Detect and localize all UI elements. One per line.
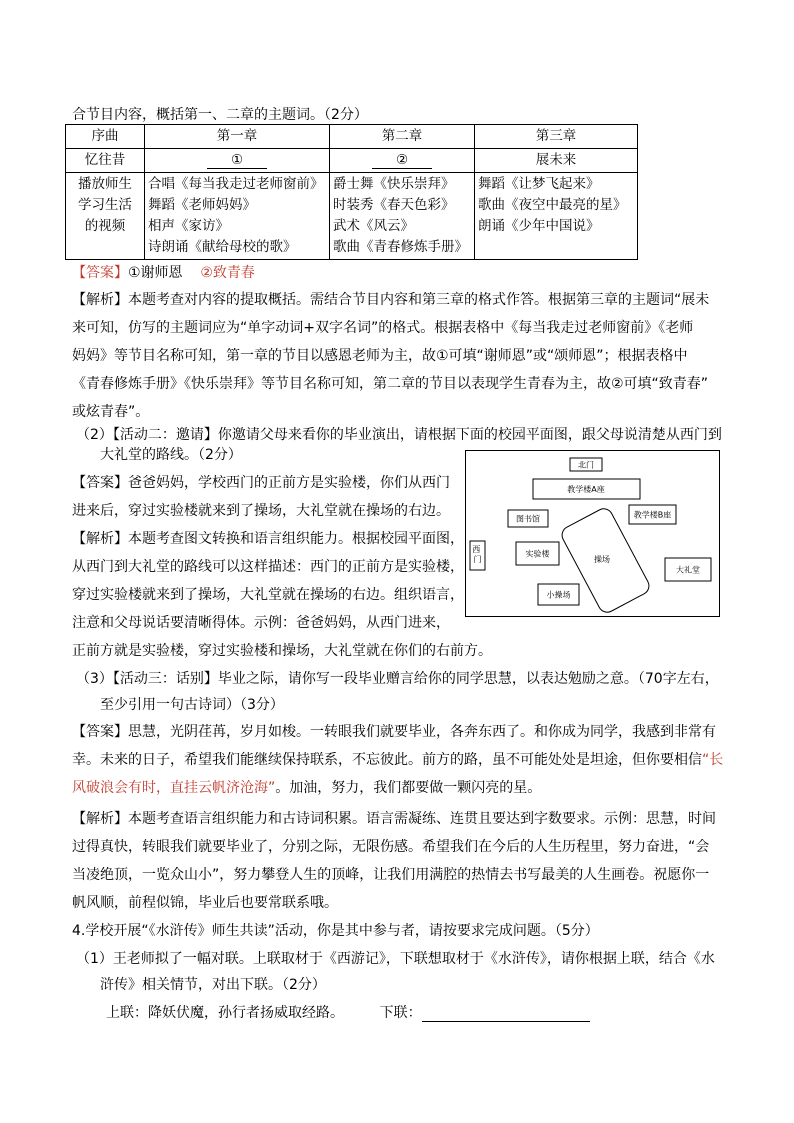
row-label xyxy=(66,173,145,260)
header-cell: 序曲 xyxy=(66,125,145,149)
q4-sub: 浒传》相关情节，对出下联。（2分） xyxy=(100,977,326,993)
west-gate-label xyxy=(472,545,483,564)
chapter1-programs xyxy=(145,173,330,260)
label-line: 的视频 xyxy=(84,218,126,234)
program-item: 武术《风云》 xyxy=(333,218,414,234)
lab-label: 实验楼 xyxy=(525,549,550,559)
q2-answer-line: 进来后，穿过实验楼就来到了操场，大礼堂就在操场的右边。 xyxy=(72,503,450,519)
north-gate-label: 北门 xyxy=(578,460,594,470)
q3-answer-line xyxy=(72,779,541,797)
q4-sub: （1）王老师拟了一幅对联。上联取材于《西游记》，下联想取材于《水浒传》，请你根据上联，结合《水 xyxy=(76,951,715,967)
blank-cell-2 xyxy=(330,149,475,173)
program-item: 爵士舞《快乐崇拜》 xyxy=(333,176,455,192)
campus-map xyxy=(465,450,720,617)
blank-2[interactable]: ② xyxy=(372,152,432,169)
west-gate-char: 西 xyxy=(472,545,481,554)
q2-analysis-line: 正前方就是实验楼，穿过实验楼和操场，大礼堂就在你们的右前方。 xyxy=(72,643,492,659)
q1-answer xyxy=(72,264,255,282)
upper-couplet: 上联：降妖伏魔，孙行者扬威取经路。 xyxy=(106,1005,344,1021)
intro-text: 合节目内容，概括第一、二章的主题词。（2分） xyxy=(72,107,368,123)
q3-answer-line xyxy=(72,751,723,769)
program-item: 合唱《每当我走过老师窗前》 xyxy=(148,176,324,192)
couplet-row xyxy=(106,1004,590,1022)
answer-quote: “长 xyxy=(702,752,724,768)
west-gate-char: 门 xyxy=(473,555,482,564)
blank-1[interactable]: ① xyxy=(207,152,267,169)
answer-a: ①谢师恩 xyxy=(128,265,183,281)
q1-analysis-line: 【解析】本题考查对内容的提取概括。需结合节目内容和第三章的格式作答。根据第三章的主题词“展未 xyxy=(72,292,710,308)
blank-cell-1 xyxy=(145,149,330,173)
chapter3-theme: 展未来 xyxy=(475,149,638,173)
table-header-row xyxy=(66,125,638,149)
label-line: 播放师生 xyxy=(78,176,132,192)
program-item: 歌曲《夜空中最亮的星》 xyxy=(478,197,627,213)
answer-b: ②致青春 xyxy=(200,265,255,281)
answer-tag: 【答案】 xyxy=(72,265,128,281)
library-label: 图书馆 xyxy=(516,514,540,524)
answer-text: 。加油，努力，我们都要做一颗闪亮的星。 xyxy=(275,780,542,796)
q3-answer-line: 【答案】思慧，光阴荏苒，岁月如梭。一转眼我们就要毕业，各奔东西了。和你成为同学，我感到非常有 xyxy=(72,724,716,740)
q4-title: 4.学校开展“《水浒传》师生共读”活动，你是其中参与者，请按要求完成问题。（5分） xyxy=(72,923,599,939)
auditorium-label: 大礼堂 xyxy=(676,565,700,575)
small-playground-label: 小操场 xyxy=(546,590,571,600)
answer-quote: 风破浪会有时，直挂云帆济沧海” xyxy=(72,780,276,796)
q3-analysis-line: 帆风顺，前程似锦，毕业后也要常联系哦。 xyxy=(72,895,338,911)
q3-title: （3）【活动三：话别】毕业之际，请你写一段毕业赠言给你的同学思慧，以表达勉励之意。（70字左右， xyxy=(76,671,719,687)
answer-text: 幸。未来的日子，希望我们能继续保持联系，不忘彼此。前方的路，虽不可能处处是坦途，但你要相信 xyxy=(72,752,702,768)
header-cell: 第二章 xyxy=(330,125,475,149)
q2-analysis-line: 注意和父母说话要清晰得体。示例：爸爸妈妈，从西门进来， xyxy=(72,615,450,631)
program-item: 诗朗诵《献给母校的歌》 xyxy=(148,239,297,255)
q1-analysis-line: 来可知，仿写的主题词应为“单字动词+双字名词”的格式。根据表格中《每当我走过老师窗前》《老师 xyxy=(72,320,694,336)
program-table xyxy=(65,124,638,260)
q2-title: （2）【活动二：邀请】你邀请父母来看你的毕业演出，请根据下面的校园平面图，跟父母说清楚从西门到 xyxy=(76,427,722,443)
table-row xyxy=(66,149,638,173)
lower-couplet-blank[interactable] xyxy=(422,1007,590,1022)
q2-analysis-line: 穿过实验楼就来到了操场，大礼堂就在操场的右边。组织语言， xyxy=(72,587,464,603)
program-item: 舞蹈《老师妈妈》 xyxy=(148,197,256,213)
building-b-label: 教学楼B座 xyxy=(633,510,672,520)
q2-analysis-line: 从西门到大礼堂的路线可以这样描述：西门的正前方是实验楼， xyxy=(72,559,464,575)
q3-analysis-line: 【解析】本题考查语言组织能力和古诗词积累。语言需凝练、连贯且要达到字数要求。示例：思慧，时间 xyxy=(72,811,716,827)
row-label: 忆往昔 xyxy=(66,149,145,173)
chapter2-programs xyxy=(330,173,475,260)
q2-analysis-line: 【解析】本题考查图文转换和语言组织能力。根据校园平面图， xyxy=(72,531,464,547)
q3-analysis-line: 当凌绝顶，一览众山小”，努力攀登人生的顶峰，让我们用满腔的热情去书写最美的人生画卷。祝愿你一 xyxy=(72,867,710,883)
q2-answer-line: 【答案】爸爸妈妈，学校西门的正前方是实验楼，你们从西门 xyxy=(72,475,450,491)
q1-analysis-line: 《青春修炼手册》《快乐崇拜》等节目名称可知，第二章的节目以表现学生青春为主，故②可填“致青春” xyxy=(72,376,709,392)
q1-analysis-line: 或炫青春”。 xyxy=(72,404,150,420)
program-item: 时装秀《春天色彩》 xyxy=(333,197,455,213)
playground-label: 操场 xyxy=(594,555,610,564)
q2-title: 大礼堂的路线。（2分） xyxy=(100,447,242,463)
program-item: 歌曲《青春修炼手册》 xyxy=(333,239,468,255)
header-cell: 第一章 xyxy=(145,125,330,149)
table-row xyxy=(66,173,638,260)
q1-analysis-line: 妈妈》等节目名称可知，第一章的节目以感恩老师为主，故①可填“谢师恩”或“颂师恩”；根据表格中 xyxy=(72,348,688,364)
label-line: 学习生活 xyxy=(78,197,132,213)
program-item: 相声《家访》 xyxy=(148,218,229,234)
program-item: 朗诵《少年中国说》 xyxy=(478,218,600,234)
program-item: 舞蹈《让梦飞起来》 xyxy=(478,176,600,192)
building-a-label: 教学楼A座 xyxy=(567,485,605,494)
chapter3-programs xyxy=(475,173,638,260)
q3-analysis-line: 过得真快，转眼我们就要毕业了，分别之际，无限伤感。希望我们在今后的人生历程里，努力奋进，“会 xyxy=(72,839,710,855)
lower-couplet-label: 下联： xyxy=(379,1005,422,1021)
q3-title: 至少引用一句古诗词）（3分） xyxy=(100,697,284,713)
header-cell: 第三章 xyxy=(475,125,638,149)
